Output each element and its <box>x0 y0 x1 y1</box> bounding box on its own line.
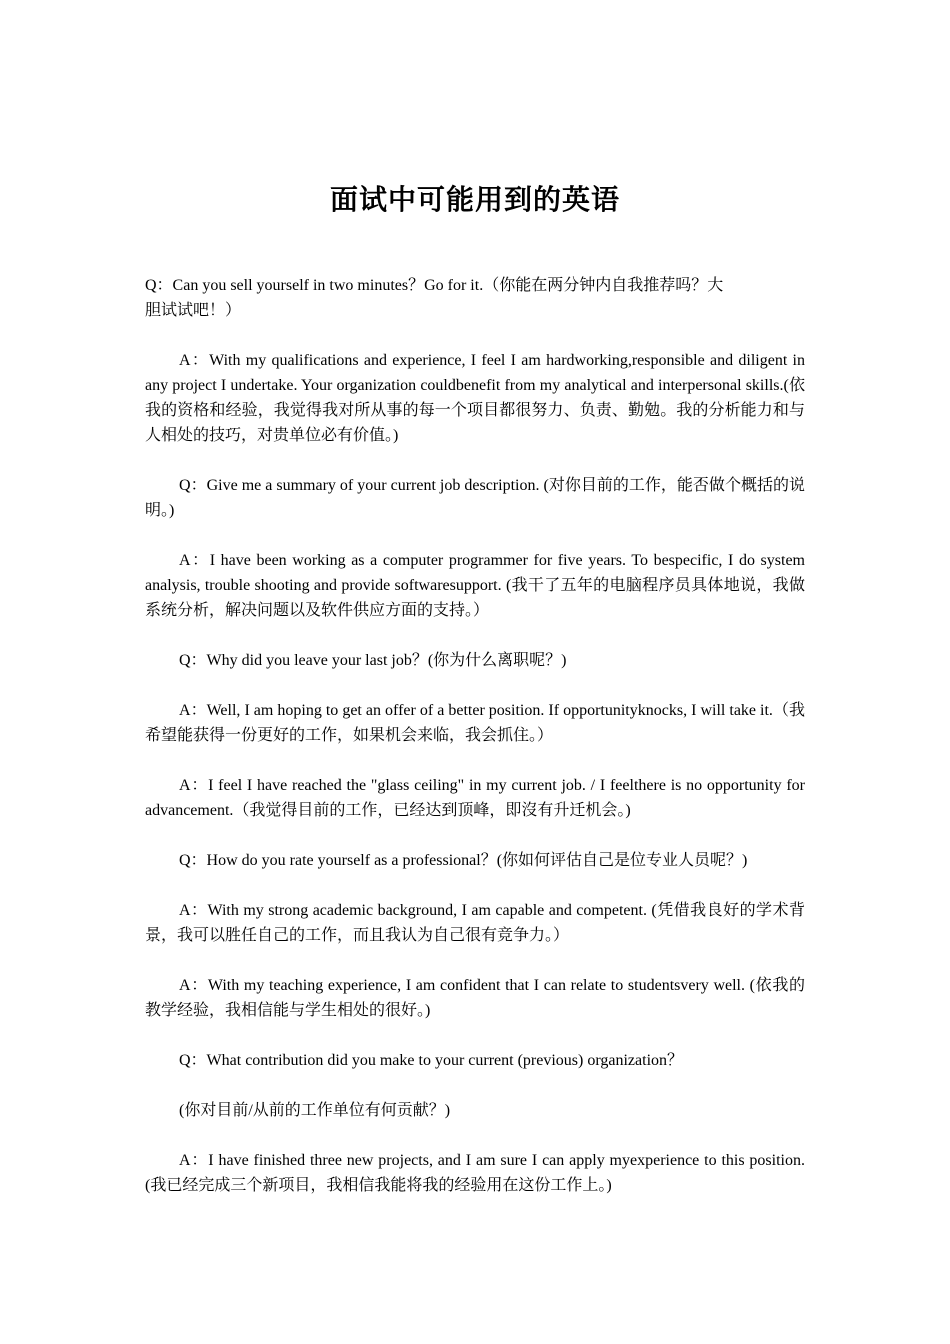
question-paragraph: Q：Can you sell yourself in two minutes？Go for it.（你能在两分钟内自我推荐吗？大胆试试吧！） <box>145 277 724 319</box>
answer-paragraph: A：With my teaching experience, I am confident that I can relate to studentsvery well. (依我的教学经验，我相信能与学生相处的很好。) <box>145 977 805 1019</box>
question-paragraph: Q：How do you rate yourself as a professional？(你如何评估自己是位专业人员呢？) <box>179 852 748 869</box>
document-body <box>145 273 805 1223</box>
answer-paragraph: A：Well, I am hoping to get an offer of a better position. If opportunityknocks, I will take it.（我希望能获得一份更好的工作，如果机会来临，我会抓住。） <box>145 702 805 744</box>
answer-paragraph: A：I have been working as a computer programmer for five years. To bespecific, I do system analysis, trouble shooting and provide softwaresupport. (我干了五年的电脑程序员具体地说，我做系统分析，解决问题以及软件供应方面的支持。） <box>145 552 806 619</box>
answer-paragraph: A：With my qualifications and experience, I feel I am hardworking,responsible and diligent in any project I undertake. Your organization couldbenefit from my analytical and interpersonal skills.(依我的资格和经验，我觉得我对所从事的每一个项目都很努力、负责、勤勉。我的分析能力和与人相处的技巧，对贵单位必有价值。) <box>145 352 805 444</box>
document-title: 面试中可能用到的英语 <box>329 183 620 216</box>
question-paragraph: Q：Why did you leave your last job？(你为什么离职呢？) <box>179 652 567 669</box>
question-paragraph: Q：Give me a summary of your current job description. (对你目前的工作，能否做个概括的说明。) <box>145 477 805 519</box>
question-paragraph: Q：What contribution did you make to your current (previous) organization？ <box>179 1052 684 1069</box>
answer-paragraph: A：I feel I have reached the "glass ceiling" in my current job. / I feelthere is no opportunity for advancement.（我觉得目前的工作，已经达到顶峰，即沒有升迁机会。) <box>145 777 805 819</box>
answer-paragraph: A：With my strong academic background, I am capable and competent. (凭借我良好的学术背景，我可以胜任自己的工作，而且我认为自己很有竞争力。） <box>145 902 805 944</box>
answer-paragraph: A：I have finished three new projects, and I am sure I can apply myexperience to this position. (我已经完成三个新项目，我相信我能将我的经验用在这份工作上。) <box>145 1152 805 1194</box>
question-translation-paragraph: (你对目前/从前的工作单位有何贡献？) <box>179 1102 451 1119</box>
